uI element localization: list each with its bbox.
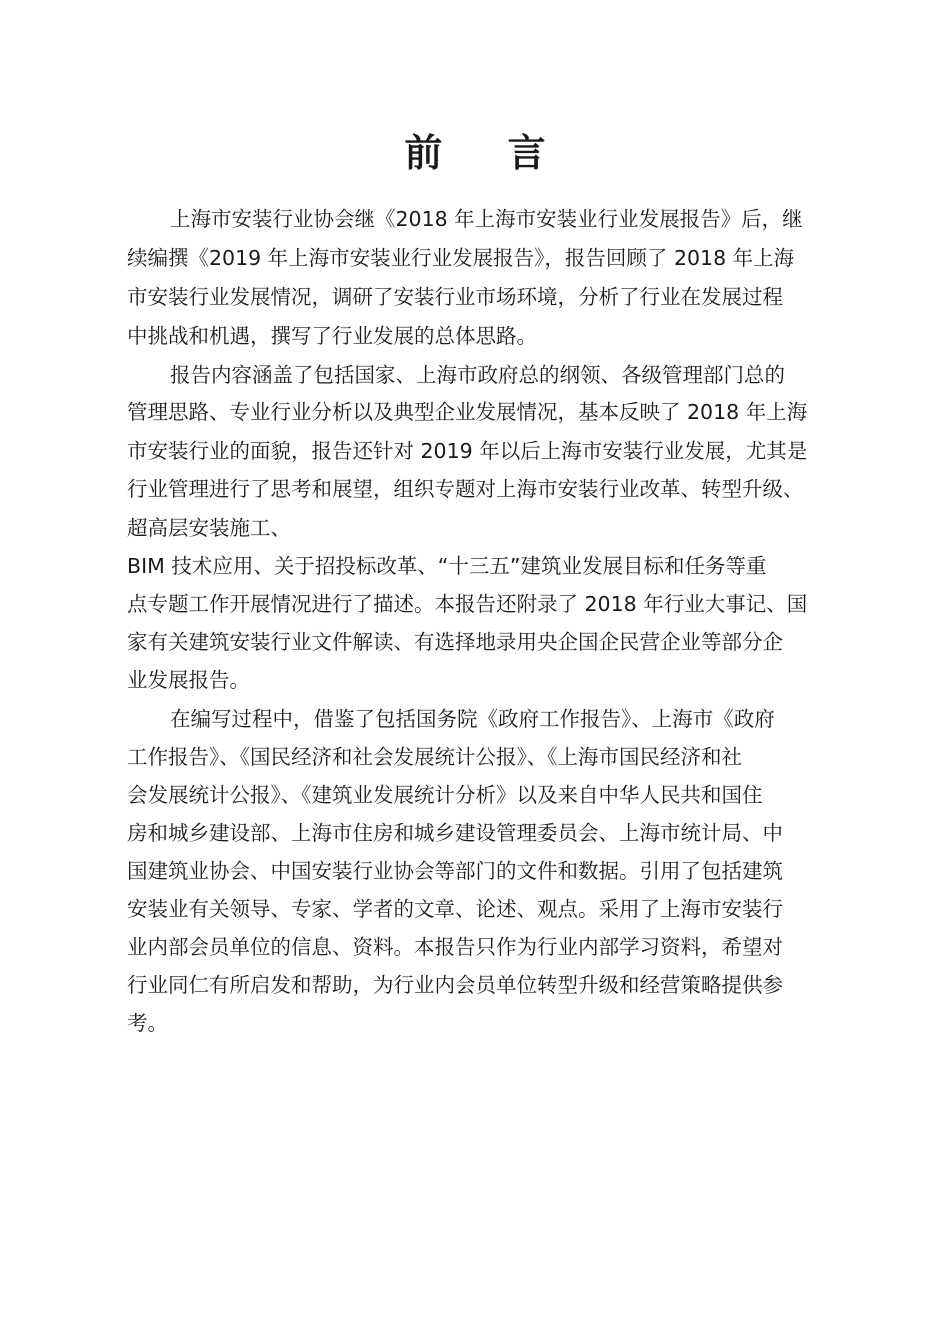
paragraph-2-line-1: 报告内容涵盖了包括国家、上海市政府总的纲领、各级管理部门总的 — [170, 363, 785, 387]
paragraph-3-line-5: 国建筑业协会、中国安装行业协会等部门的文件和数据。引用了包括建筑 — [127, 859, 783, 883]
paragraph-2-line-6: BIM 技术应用、关于招投标改革、“十三五”建筑业发展目标和任务等重 — [127, 554, 767, 578]
paragraph-3-line-6: 安装业有关领导、专家、学者的文章、论述、观点。采用了上海市安装行 — [127, 897, 783, 921]
paragraph-3-line-4: 房和城乡建设部、上海市住房和城乡建设管理委员会、上海市统计局、中 — [127, 821, 783, 845]
paragraph-1-line-4: 中挑战和机遇，撰写了行业发展的总体思路。 — [127, 324, 537, 348]
paragraph-3-line-3: 会发展统计公报》、《建筑业发展统计分析》以及来自中华人民共和国住 — [127, 783, 763, 807]
paragraph-2-line-9: 业发展报告。 — [127, 668, 250, 692]
paragraph-2-line-8: 家有关建筑安装行业文件解读、有选择地录用央企国企民营企业等部分企 — [127, 630, 783, 654]
paragraph-1-line-2: 续编撰《2019 年上海市安装业行业发展报告》，报告回顾了 2018 年上海 — [127, 246, 795, 270]
paragraph-1-line-3: 市安装行业发展情况，调研了安装行业市场环境，分析了行业在发展过程 — [127, 285, 783, 309]
paragraph-3-line-8: 行业同仁有所启发和帮助，为行业内会员单位转型升级和经营策略提供参 — [127, 973, 783, 997]
paragraph-3-line-1: 在编写过程中，借鉴了包括国务院《政府工作报告》、上海市《政府 — [170, 707, 775, 731]
paragraph-2-line-7: 点专题工作开展情况进行了描述。本报告还附录了 2018 年行业大事记、国 — [127, 592, 808, 616]
paragraph-1-line-1: 上海市安装行业协会继《2018 年上海市安装业行业发展报告》后，继 — [170, 207, 803, 231]
paragraph-3-line-7: 业内部会员单位的信息、资料。本报告只作为行业内部学习资料，希望对 — [127, 935, 783, 959]
paragraph-2-line-4: 行业管理进行了思考和展望，组织专题对上海市安装行业改革、转型升级、 — [127, 477, 804, 501]
paragraph-2-line-2: 管理思路、专业行业分析以及典型企业发展情况，基本反映了 2018 年上海 — [127, 400, 808, 424]
paragraph-3-line-2: 工作报告》、《国民经济和社会发展统计公报》、《上海市国民经济和社 — [127, 745, 742, 769]
paragraph-2-line-3: 市安装行业的面貌，报告还针对 2019 年以后上海市安装行业发展，尤其是 — [127, 439, 808, 463]
paragraph-2-line-5: 超高层安装施工、 — [127, 516, 291, 540]
page-title: 前 言 — [404, 131, 572, 175]
paragraph-3-line-9: 考。 — [127, 1011, 168, 1035]
